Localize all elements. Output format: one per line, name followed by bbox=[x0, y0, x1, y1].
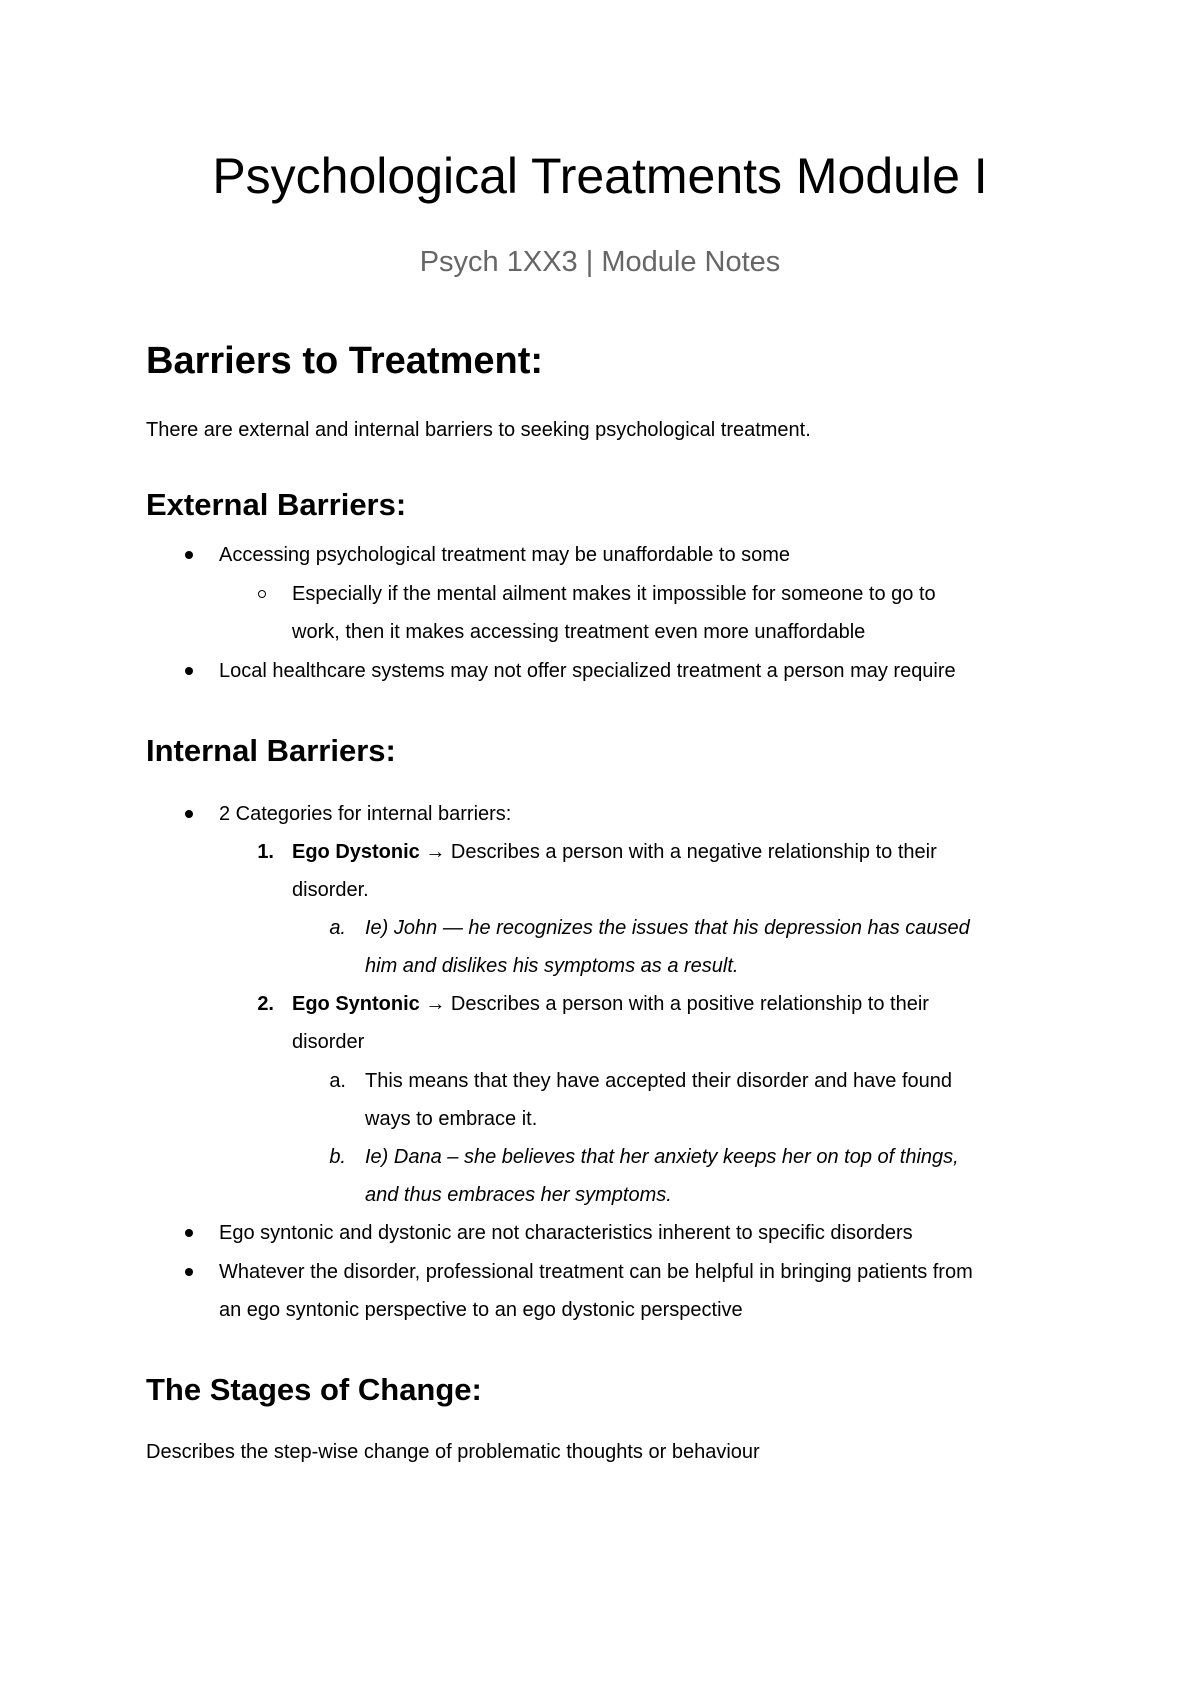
ego-dystonic-line2: disorder. bbox=[292, 879, 369, 901]
bullet-icon bbox=[185, 810, 193, 818]
barriers-heading: Barriers to Treatment: bbox=[146, 340, 544, 382]
ego-syntonic-desc: → Describes a person with a positive relationship to their bbox=[419, 993, 929, 1015]
ego-syntonic-point-a-line1: This means that they have accepted their disorder and have found bbox=[365, 1070, 953, 1092]
internal-bullet-2: Ego syntonic and dystonic are not characteristics inherent to specific disorders bbox=[219, 1222, 913, 1244]
ego-dystonic-example-line2: him and dislikes his symptoms as a result. bbox=[365, 955, 739, 977]
bullet-icon bbox=[185, 1268, 193, 1276]
external-bullet-1: Accessing psychological treatment may be unaffordable to some bbox=[219, 544, 791, 566]
external-bullet-2: Local healthcare systems may not offer specialized treatment a person may require bbox=[219, 660, 956, 682]
page-subtitle: Psych 1XX3 | Module Notes bbox=[419, 246, 781, 278]
internal-bullet-3-line1: Whatever the disorder, professional treatment can be helpful in bringing patients from bbox=[219, 1261, 973, 1283]
bullet-icon bbox=[185, 1229, 193, 1237]
external-sub-bullet-line1: Especially if the mental ailment makes it impossible for someone to go to bbox=[292, 583, 936, 605]
ego-syntonic-line2: disorder bbox=[292, 1031, 365, 1053]
internal-barriers-heading: Internal Barriers: bbox=[146, 733, 396, 768]
ego-syntonic-line1 bbox=[292, 990, 929, 1018]
hollow-bullet-icon bbox=[258, 590, 266, 598]
list-letter-b: b. bbox=[329, 1146, 346, 1168]
ego-syntonic-term: Ego Syntonic bbox=[292, 993, 420, 1015]
bullet-icon bbox=[185, 551, 193, 559]
stages-of-change-heading: The Stages of Change: bbox=[146, 1372, 482, 1407]
ego-dystonic-example-line1: Ie) John — he recognizes the issues that his depression has caused bbox=[365, 917, 970, 939]
external-sub-bullet-line2: work, then it makes accessing treatment even more unaffordable bbox=[292, 621, 866, 643]
list-number-2: 2. bbox=[257, 993, 274, 1015]
stages-of-change-intro: Describes the step-wise change of problematic thoughts or behaviour bbox=[146, 1441, 760, 1463]
internal-bullet-1: 2 Categories for internal barriers: bbox=[219, 803, 512, 825]
bullet-icon bbox=[185, 667, 193, 675]
ego-syntonic-example-line2: and thus embraces her symptoms. bbox=[365, 1184, 672, 1206]
external-barriers-heading: External Barriers: bbox=[146, 487, 407, 522]
ego-syntonic-example-line1: Ie) Dana – she believes that her anxiety keeps her on top of things, bbox=[365, 1146, 959, 1168]
ego-dystonic-line1 bbox=[292, 838, 937, 866]
list-number-1: 1. bbox=[257, 841, 274, 863]
ego-syntonic-point-a-line2: ways to embrace it. bbox=[365, 1108, 538, 1130]
page-title: Psychological Treatments Module I bbox=[212, 148, 988, 204]
ego-dystonic-desc: → Describes a person with a negative relationship to their bbox=[419, 841, 937, 863]
barriers-intro: There are external and internal barriers to seeking psychological treatment. bbox=[146, 419, 811, 441]
internal-bullet-3-line2: an ego syntonic perspective to an ego dystonic perspective bbox=[219, 1299, 743, 1321]
list-letter-a: a. bbox=[329, 1070, 346, 1092]
list-letter-a: a. bbox=[329, 917, 346, 939]
ego-dystonic-term: Ego Dystonic bbox=[292, 841, 420, 863]
